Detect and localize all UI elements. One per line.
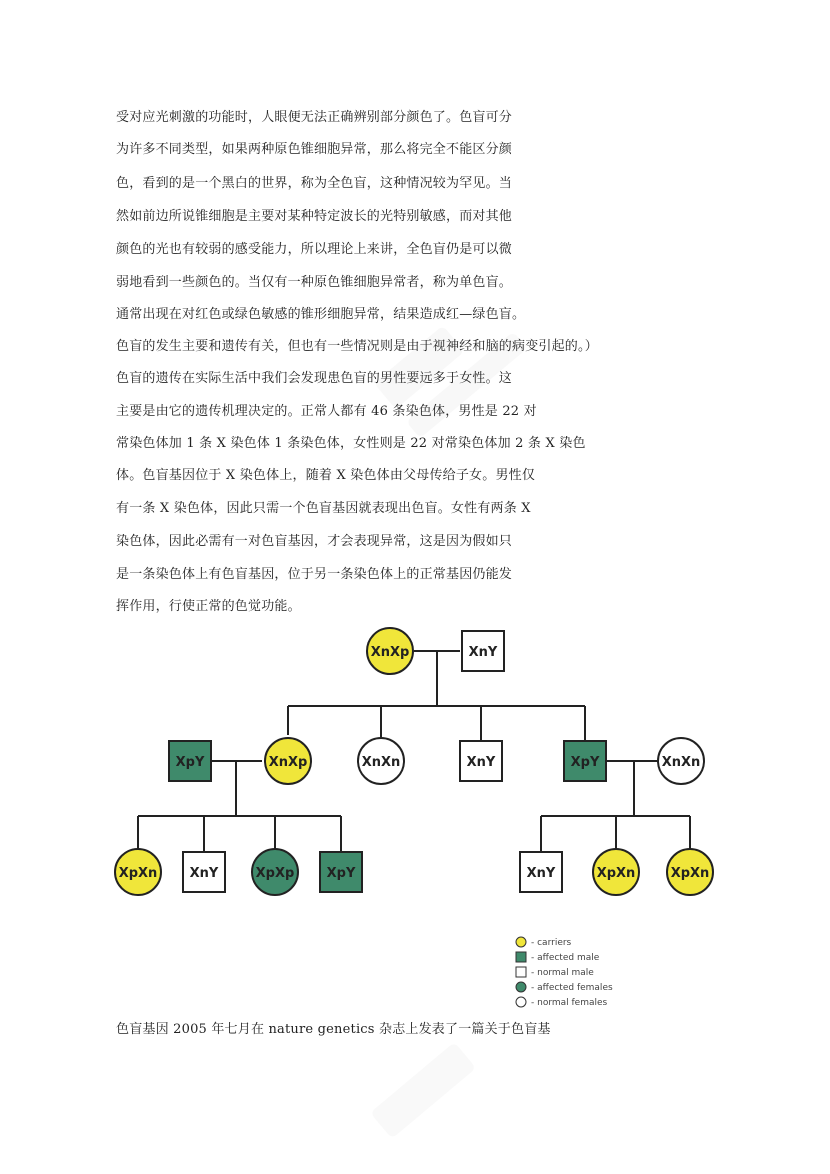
pedigree-node-affected-male [320, 852, 362, 892]
paragraph-line: 为许多不同类型，如果两种原色锥细胞异常，那么将完全不能区分颜 [116, 142, 513, 157]
legend-item-affected-male [516, 952, 600, 963]
node-label: XpY [326, 866, 356, 881]
legend-item-normal-male [516, 967, 594, 978]
pedigree-node-normal-female [358, 738, 404, 784]
node-label: XpXn [596, 866, 636, 881]
pedigree-node-affected-male [169, 741, 211, 781]
pedigree-node-carrier-female [265, 738, 311, 784]
pedigree-node-normal-male [462, 631, 504, 671]
paragraph-line: 是一条染色体上有色盲基因，位于另一条染色体上的正常基因仍能发 [116, 567, 513, 582]
paragraph-line: 颜色的光也有较弱的感受能力，所以理论上来讲，全色盲仍是可以微 [116, 242, 513, 257]
legend-item-normal-females [516, 997, 608, 1008]
legend-label: - normal females [531, 998, 608, 1008]
pedigree-node-normal-male [460, 741, 502, 781]
footer-text: 色盲基因 2005 年七月在 nature genetics 杂志上发表了一篇关于色盲基 [116, 1022, 551, 1037]
paragraph-line: 然如前边所说锥细胞是主要对某种特定波长的光特别敏感，而对其他 [116, 209, 513, 224]
node-label: XnXn [361, 755, 401, 770]
node-label: XpXp [255, 866, 295, 881]
pedigree-lines [138, 651, 690, 852]
paragraph-line: 通常出现在对红色或绿色敏感的锥形细胞异常，结果造成红—绿色盲。 [116, 307, 526, 322]
paragraph-line: 色盲的发生主要和遗传有关，但也有一些情况则是由于视神经和脑的病变引起的。） [116, 339, 598, 354]
node-label: XnY [526, 866, 556, 881]
pedigree-node-carrier-female [593, 849, 639, 895]
node-label: XnXn [661, 755, 701, 770]
legend-item-affected-females [516, 982, 613, 993]
paragraph-line: 色，看到的是一个黑白的世界，称为全色盲，这种情况较为罕见。当 [116, 176, 513, 191]
legend-label: - affected male [531, 953, 600, 963]
legend-label: - affected females [531, 983, 613, 993]
paragraph-line: 色盲的遗传在实际生活中我们会发现患色盲的男性要远多于女性。这 [116, 371, 513, 386]
pedigree-node-normal-male [520, 852, 562, 892]
pedigree-node-carrier-female [667, 849, 713, 895]
node-label: XpY [175, 755, 205, 770]
pedigree-node-normal-male [183, 852, 225, 892]
node-label: XnY [468, 645, 498, 660]
paragraph-line: 挥作用，行使正常的色觉功能。 [116, 599, 301, 614]
node-label: XnY [189, 866, 219, 881]
node-label: XpXn [118, 866, 158, 881]
pedigree-legend [516, 937, 613, 1008]
pedigree-node-normal-female [658, 738, 704, 784]
paragraph-line: 染色体，因此必需有一对色盲基因，才会表现异常，这是因为假如只 [116, 534, 513, 549]
node-label: XpY [570, 755, 600, 770]
node-label: XpXn [670, 866, 710, 881]
node-label: XnXp [370, 645, 410, 660]
paragraph-line: 体。色盲基因位于 X 染色体上，随着 X 染色体由父母传给子女。男性仅 [116, 468, 536, 483]
legend-item-carriers [516, 937, 572, 948]
pedigree-node-carrier-female [115, 849, 161, 895]
paragraph-line: 常染色体加 1 条 X 染色体 1 条染色体，女性则是 22 对常染色体加 2 条 X 染色 [116, 436, 586, 451]
legend-label: - carriers [531, 938, 572, 948]
paragraph-line: 受对应光刺激的功能时，人眼便无法正确辨别部分颜色了。色盲可分 [116, 110, 513, 125]
node-label: XnY [466, 755, 496, 770]
pedigree-node-carrier-female [367, 628, 413, 674]
legend-label: - normal male [531, 968, 594, 978]
node-label: XnXp [268, 755, 308, 770]
paragraph-line: 主要是由它的遗传机理决定的。正常人都有 46 条染色体，男性是 22 对 [116, 404, 537, 419]
pedigree-node-affected-female [252, 849, 298, 895]
paragraph-line: 弱地看到一些颜色的。当仅有一种原色锥细胞异常者，称为单色盲。 [116, 275, 513, 290]
pedigree-node-affected-male [564, 741, 606, 781]
paragraph-line: 有一条 X 染色体，因此只需一个色盲基因就表现出色盲。女性有两条 X [116, 501, 531, 516]
